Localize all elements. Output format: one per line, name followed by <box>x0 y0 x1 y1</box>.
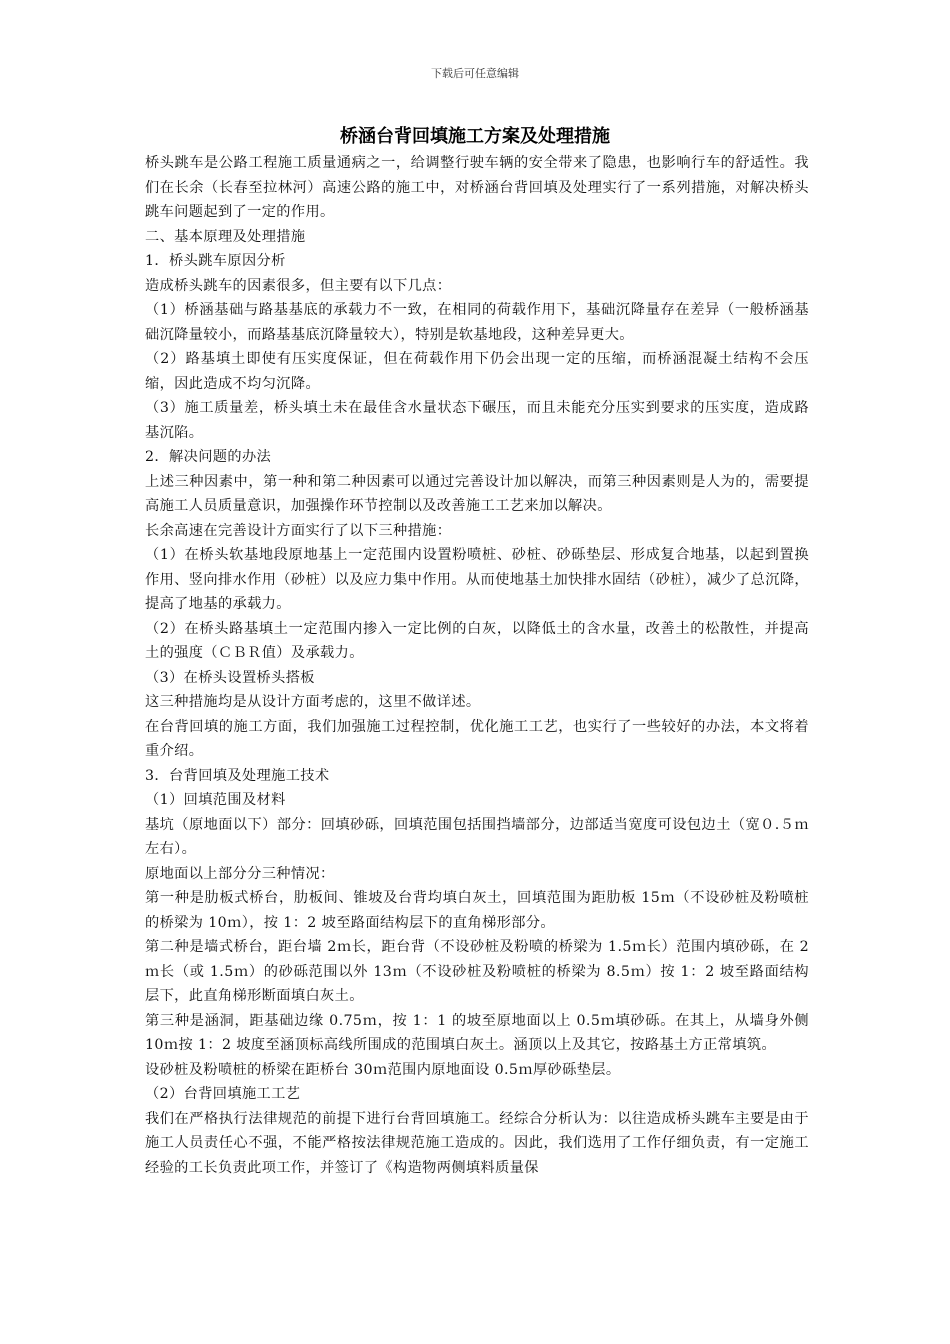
subsection-heading: 3．台背回填及处理施工技术 <box>145 767 330 784</box>
list-item: （1）在桥头软基地段原地基上一定范围内设置粉喷桩、砂桩、砂砾垫层、形成复合地基，以起到置换作用、竖向排水作用（砂桩）以及应力集中作用。从而使地基土加快排水固结（砂桩），减少了总沉降，提高了地基的承载力。 <box>145 547 809 612</box>
paragraph: 桥头跳车是公路工程施工质量通病之一，给调整行驶车辆的安全带来了隐患，也影响行车的舒适性。我们在长余（长春至拉林河）高速公路的施工中，对桥涵台背回填及处理实行了一系列措施，对解决桥头跳车问题起到了一定的作用。 <box>145 155 809 220</box>
list-item: （3）施工质量差，桥头填土未在最佳含水量状态下碾压，而且未能充分压实到要求的压实度，造成路基沉陷。 <box>145 400 809 441</box>
document-body <box>145 151 809 1180</box>
section-heading: 二、基本原理及处理措施 <box>145 228 306 245</box>
list-item: （2）台背回填施工工艺 <box>145 1086 301 1102</box>
paragraph: 造成桥头跳车的因素很多，但主要有以下几点： <box>145 277 452 294</box>
list-item: （2）在桥头路基填土一定范围内掺入一定比例的白灰，以降低土的含水量，改善土的松散性，并提高土的强度（ＣＢＲ值）及承载力。 <box>145 620 809 661</box>
document-title: 桥涵台背回填施工方案及处理措施 <box>340 126 610 147</box>
paragraph: 长余高速在完善设计方面实行了以下三种措施： <box>145 522 452 539</box>
subsection-heading: 2．解决问题的办法 <box>145 449 272 465</box>
paragraph: 第三种是涵洞，距基础边缘 0.75ｍ，按 1：1 的坡至原地面以上 0.5ｍ填砂砾。在其上，从墙身外侧 10ｍ按 1：2 坡度至涵顶标高线所围成的范围填白灰土。涵顶以上及其它，按路基土方正常填筑。 <box>145 1012 809 1053</box>
list-item: （1）桥涵基础与路基基底的承载力不一致，在相同的荷载作用下，基础沉降量存在差异（一般桥涵基础沉降量较小，而路基基底沉降量较大），特别是软基地段，这种差异更大。 <box>145 302 809 343</box>
paragraph: 基坑（原地面以下）部分：回填砂砾，回填范围包括围挡墙部分，边部适当宽度可设包边土（宽０.５ｍ左右）。 <box>145 816 809 857</box>
paragraph: 设砂桩及粉喷桩的桥梁在距桥台 30ｍ范围内原地面设 0.5ｍ厚砂砾垫层。 <box>145 1061 621 1078</box>
paragraph: 原地面以上部分分三种情况： <box>145 865 335 882</box>
list-item: （3）在桥头设置桥头搭板 <box>145 669 315 686</box>
paragraph: 第一种是肋板式桥台，肋板间、锥坡及台背均填白灰土，回填范围为距肋板 15ｍ（不设砂桩及粉喷桩的桥梁为 10ｍ），按 1：2 坡至路面结构层下的直角梯形部分。 <box>145 890 809 931</box>
list-item: （2）路基填土即使有压实度保证，但在荷载作用下仍会出现一定的压缩，而桥涵混凝土结构不会压缩，因此造成不均匀沉降。 <box>145 351 809 392</box>
subsection-heading: 1．桥头跳车原因分析 <box>145 253 286 269</box>
paragraph: 上述三种因素中，第一种和第二种因素可以通过完善设计加以解决，而第三种因素则是人为的，需要提高施工人员质量意识，加强操作环节控制以及改善施工工艺来加以解决。 <box>145 473 809 514</box>
list-item: （1）回填范围及材料 <box>145 792 286 808</box>
paragraph: 这三种措施均是从设计方面考虑的，这里不做详述。 <box>145 694 481 710</box>
header-note: 下载后可任意编辑 <box>431 67 519 80</box>
paragraph: 第二种是墙式桥台，距台墙 2ｍ长，距台背（不设砂桩及粉喷的桥梁为 1.5ｍ长）范围内填砂砾，在 2ｍ长（或 1.5ｍ）的砂砾范围以外 13ｍ（不设砂桩及粉喷桩的桥梁为 8.5ｍ）按 1：2 坡至路面结构层下，此直角梯形断面填白灰土。 <box>145 939 809 1004</box>
paragraph: 在台背回填的施工方面，我们加强施工过程控制，优化施工工艺，也实行了一些较好的办法，本文将着重介绍。 <box>145 718 809 759</box>
paragraph: 我们在严格执行法律规范的前提下进行台背回填施工。经综合分析认为：以往造成桥头跳车主要是由于施工人员责任心不强，不能严格按法律规范施工造成的。因此，我们选用了工作仔细负责，有一定施工经验的工长负责此项工作，并签订了《构造物两侧填料质量保 <box>145 1110 809 1176</box>
